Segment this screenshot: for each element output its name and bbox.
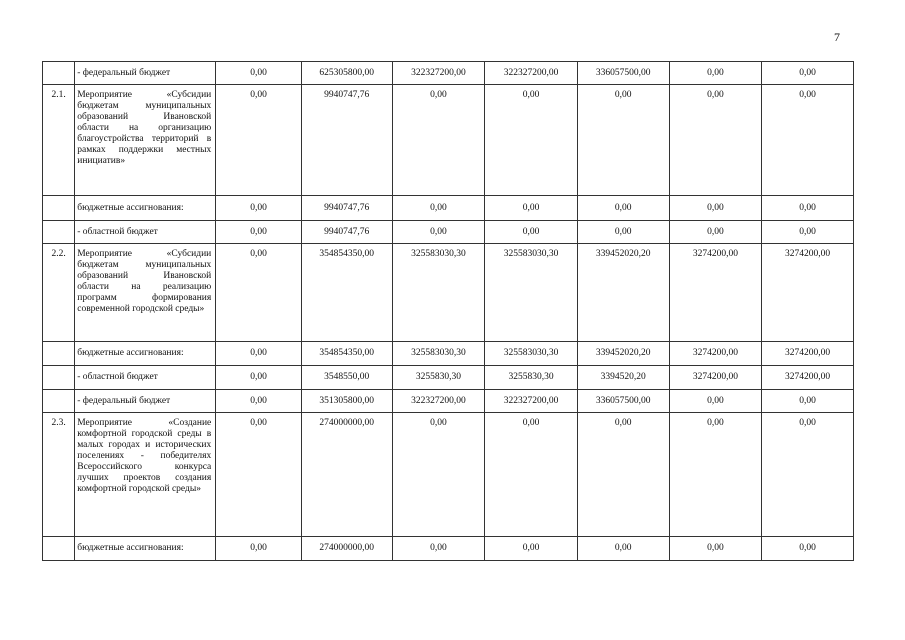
value-cell: 0,00	[216, 221, 302, 244]
table-row	[43, 413, 854, 537]
value-cell: 0,00	[762, 537, 854, 561]
row-description: - федеральный бюджет	[75, 390, 216, 413]
value-cell: 0,00	[669, 62, 762, 85]
value-cell: 9940747,76	[301, 196, 392, 221]
row-description: бюджетные ассигнования:	[75, 537, 216, 561]
row-number	[43, 221, 75, 244]
value-cell: 339452020,20	[577, 342, 669, 366]
table-row	[43, 537, 854, 561]
row-number	[43, 62, 75, 85]
value-cell: 3548550,00	[301, 366, 392, 390]
value-cell: 3274200,00	[762, 366, 854, 390]
value-cell: 336057500,00	[577, 390, 669, 413]
value-cell: 325583030,30	[485, 244, 578, 342]
table-row	[43, 85, 854, 196]
table-row	[43, 366, 854, 390]
row-number: 2.1.	[43, 85, 75, 196]
value-cell: 0,00	[762, 413, 854, 537]
row-description: бюджетные ассигнования:	[75, 196, 216, 221]
value-cell: 325583030,30	[392, 244, 485, 342]
value-cell: 0,00	[392, 221, 485, 244]
budget-table	[42, 61, 854, 561]
value-cell: 0,00	[577, 413, 669, 537]
row-number	[43, 196, 75, 221]
value-cell: 3255830,30	[392, 366, 485, 390]
value-cell: 0,00	[485, 85, 578, 196]
value-cell: 3274200,00	[669, 366, 762, 390]
value-cell: 3394520,20	[577, 366, 669, 390]
table-row	[43, 62, 854, 85]
table-row	[43, 244, 854, 342]
table-row	[43, 390, 854, 413]
value-cell: 0,00	[669, 390, 762, 413]
value-cell: 0,00	[762, 62, 854, 85]
value-cell: 0,00	[577, 196, 669, 221]
value-cell: 625305800,00	[301, 62, 392, 85]
row-description: бюджетные ассигнования:	[75, 342, 216, 366]
value-cell: 0,00	[577, 85, 669, 196]
value-cell: 0,00	[485, 196, 578, 221]
value-cell: 3255830,30	[485, 366, 578, 390]
table-row	[43, 342, 854, 366]
row-description: Мероприятие «Субсидии бюджетам муниципальных образований Ивановской области на реализацию программ формирования современной городской среды»	[75, 244, 216, 342]
value-cell: 9940747,76	[301, 221, 392, 244]
row-number	[43, 366, 75, 390]
value-cell: 0,00	[669, 413, 762, 537]
value-cell: 0,00	[216, 390, 302, 413]
value-cell: 322327200,00	[392, 390, 485, 413]
value-cell: 274000000,00	[301, 413, 392, 537]
value-cell: 3274200,00	[669, 342, 762, 366]
value-cell: 351305800,00	[301, 390, 392, 413]
value-cell: 0,00	[216, 342, 302, 366]
value-cell: 0,00	[216, 366, 302, 390]
value-cell: 0,00	[392, 413, 485, 537]
value-cell: 339452020,20	[577, 244, 669, 342]
value-cell: 0,00	[577, 221, 669, 244]
value-cell: 0,00	[216, 62, 302, 85]
value-cell: 0,00	[216, 244, 302, 342]
value-cell: 0,00	[669, 537, 762, 561]
value-cell: 9940747,76	[301, 85, 392, 196]
value-cell: 0,00	[392, 537, 485, 561]
value-cell: 325583030,30	[485, 342, 578, 366]
row-number: 2.3.	[43, 413, 75, 537]
table-row	[43, 221, 854, 244]
page-number: 7	[834, 30, 840, 44]
value-cell: 0,00	[762, 221, 854, 244]
value-cell: 354854350,00	[301, 244, 392, 342]
value-cell: 274000000,00	[301, 537, 392, 561]
value-cell: 0,00	[485, 537, 578, 561]
value-cell: 0,00	[762, 390, 854, 413]
value-cell: 0,00	[762, 85, 854, 196]
value-cell: 3274200,00	[762, 342, 854, 366]
value-cell: 0,00	[669, 221, 762, 244]
value-cell: 0,00	[762, 196, 854, 221]
value-cell: 0,00	[577, 537, 669, 561]
value-cell: 0,00	[216, 196, 302, 221]
value-cell: 3274200,00	[669, 244, 762, 342]
row-number	[43, 390, 75, 413]
value-cell: 0,00	[216, 537, 302, 561]
value-cell: 322327200,00	[485, 390, 578, 413]
value-cell: 0,00	[485, 221, 578, 244]
value-cell: 3274200,00	[762, 244, 854, 342]
row-number	[43, 537, 75, 561]
value-cell: 325583030,30	[392, 342, 485, 366]
value-cell: 0,00	[392, 196, 485, 221]
row-number: 2.2.	[43, 244, 75, 342]
table-body	[43, 62, 854, 561]
value-cell: 336057500,00	[577, 62, 669, 85]
value-cell: 354854350,00	[301, 342, 392, 366]
row-description: - областной бюджет	[75, 221, 216, 244]
value-cell: 322327200,00	[485, 62, 578, 85]
row-description: - областной бюджет	[75, 366, 216, 390]
value-cell: 0,00	[216, 85, 302, 196]
row-number	[43, 342, 75, 366]
row-description: - федеральный бюджет	[75, 62, 216, 85]
row-description: Мероприятие «Субсидии бюджетам муниципальных образований Ивановской области на организацию благоустройства территорий в рамках поддержки местных инициатив»	[75, 85, 216, 196]
row-description: Мероприятие «Создание комфортной городской среды в малых городах и исторических поселениях - победителях Всероссийского конкурса лучших проектов создания комфортной городской среды»	[75, 413, 216, 537]
value-cell: 0,00	[485, 413, 578, 537]
value-cell: 0,00	[669, 85, 762, 196]
value-cell: 0,00	[669, 196, 762, 221]
value-cell: 322327200,00	[392, 62, 485, 85]
table-row	[43, 196, 854, 221]
value-cell: 0,00	[216, 413, 302, 537]
value-cell: 0,00	[392, 85, 485, 196]
